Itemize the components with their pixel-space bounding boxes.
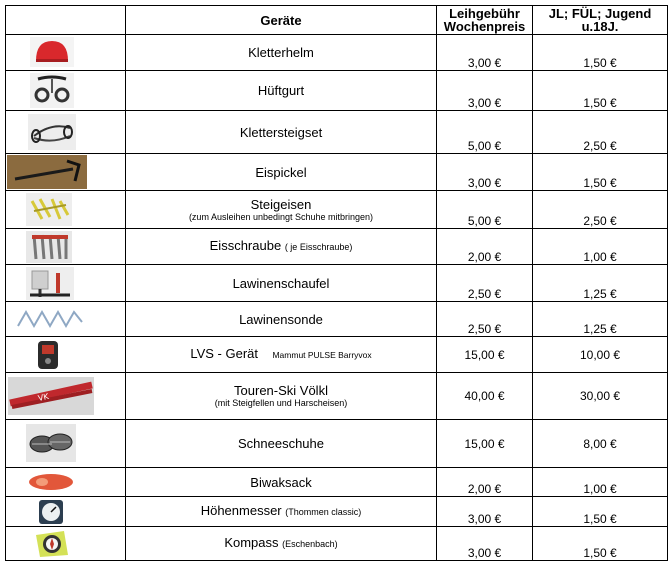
- row-weekly-fee: 15,00 €: [437, 420, 533, 468]
- row-weekly-fee: 3,00 €: [437, 35, 533, 71]
- header-image: [6, 6, 126, 35]
- climbing-helmet-icon: [30, 37, 74, 67]
- header-reduced-fee-line2: u.18J.: [581, 19, 619, 34]
- svg-text:VK: VK: [37, 391, 50, 403]
- row-name-text: Biwaksack: [250, 474, 312, 490]
- header-weekly-fee-line2: Wochenpreis: [443, 19, 526, 34]
- compass-icon: [34, 529, 70, 559]
- row-weekly-fee: 5,00 €: [437, 111, 533, 154]
- row-name-text: Schneeschuhe: [237, 436, 324, 451]
- table-header-row: [6, 6, 668, 35]
- header-reduced-fee-line1: JL; FÜL; Jugend: [548, 6, 652, 21]
- header-weekly-fee: [437, 6, 533, 35]
- row-name-note: ( je Eisschraube): [284, 242, 353, 252]
- header-weekly-fee-line1: Leihgebühr: [449, 6, 520, 21]
- row-weekly-fee: 3,00 €: [437, 527, 533, 561]
- row-name-text: Höhenmesser: [200, 503, 282, 518]
- row-name-text: Lawinenschaufel: [232, 275, 330, 291]
- row-reduced-fee: 1,50 €: [533, 35, 668, 71]
- row-name-text: LVS - Gerät: [190, 346, 259, 361]
- row-weekly-fee: 3,00 €: [437, 154, 533, 191]
- avalanche-transceiver-icon: [36, 340, 60, 370]
- row-reduced-fee: 1,50 €: [533, 497, 668, 527]
- row-name: [126, 337, 437, 373]
- row-name: [126, 468, 437, 497]
- row-name-note: (mit Steigfellen und Harscheisen): [214, 398, 348, 408]
- table-row: [6, 71, 668, 111]
- row-weekly-fee: 3,00 €: [437, 71, 533, 111]
- row-weekly-fee: 2,00 €: [437, 229, 533, 265]
- row-name-text: Eispickel: [255, 164, 307, 180]
- row-name-text: Hüftgurt: [257, 83, 305, 98]
- row-name: [126, 420, 437, 468]
- row-name-text: Klettersteigset: [239, 124, 323, 140]
- row-reduced-fee: 10,00 €: [533, 337, 668, 373]
- climbing-harness-icon: [30, 73, 74, 108]
- row-image: [6, 154, 126, 191]
- bivouac-sack-icon: [28, 472, 74, 492]
- row-image: [6, 265, 126, 302]
- row-image: [6, 420, 126, 468]
- row-reduced-fee: 30,00 €: [533, 373, 668, 420]
- table-row: [6, 527, 668, 561]
- header-equipment: Geräte: [126, 6, 437, 35]
- snowshoes-icon: [26, 424, 76, 462]
- row-reduced-fee: 8,00 €: [533, 420, 668, 468]
- row-name-text: Kompass: [224, 535, 279, 550]
- row-name-text: Lawinensonde: [239, 311, 323, 327]
- row-image: [6, 35, 126, 71]
- table-row: [6, 229, 668, 265]
- row-weekly-fee: 15,00 €: [437, 337, 533, 373]
- touring-ski-icon: [8, 377, 94, 415]
- row-reduced-fee: 2,50 €: [533, 191, 668, 229]
- row-weekly-fee: 5,00 €: [437, 191, 533, 229]
- ice-screw-icon: [26, 231, 72, 263]
- row-weekly-fee: 2,50 €: [437, 302, 533, 337]
- row-name: [126, 154, 437, 191]
- avalanche-probe-icon: [16, 308, 88, 330]
- row-image: [6, 111, 126, 154]
- row-name: [126, 229, 437, 265]
- row-image: [6, 497, 126, 527]
- header-reduced-fee: [533, 6, 668, 35]
- table-row: [6, 35, 668, 71]
- row-name-note: (Eschenbach): [282, 539, 338, 549]
- row-image: [6, 302, 126, 337]
- row-reduced-fee: 2,50 €: [533, 111, 668, 154]
- row-image: [6, 71, 126, 111]
- table-row: [6, 191, 668, 229]
- row-name: [126, 302, 437, 337]
- row-name: [126, 265, 437, 302]
- row-name-note: (Thommen classic): [285, 507, 362, 517]
- row-image: [6, 337, 126, 373]
- row-image: [6, 468, 126, 497]
- row-reduced-fee: 1,00 €: [533, 229, 668, 265]
- row-name: [126, 35, 437, 71]
- row-name-text: Eisschraube: [209, 238, 282, 253]
- table-row: [6, 337, 668, 373]
- table-row: [6, 265, 668, 302]
- row-name: [126, 191, 437, 229]
- row-name: [126, 111, 437, 154]
- row-name-text: Touren-Ski Völkl: [234, 383, 328, 398]
- table-row: [6, 497, 668, 527]
- table-row: [6, 373, 668, 420]
- row-reduced-fee: 1,00 €: [533, 468, 668, 497]
- table-row: [6, 111, 668, 154]
- row-reduced-fee: 1,25 €: [533, 265, 668, 302]
- avalanche-shovel-icon: [26, 267, 74, 300]
- row-weekly-fee: 2,50 €: [437, 265, 533, 302]
- row-reduced-fee: 1,25 €: [533, 302, 668, 337]
- row-name-text: Kletterhelm: [248, 45, 314, 60]
- via-ferrata-set-icon: [28, 114, 76, 150]
- row-name: [126, 71, 437, 111]
- altimeter-icon: [38, 499, 64, 525]
- rental-price-table: [5, 5, 668, 561]
- row-name-text: Steigeisen: [250, 196, 312, 212]
- row-weekly-fee: 40,00 €: [437, 373, 533, 420]
- row-reduced-fee: 1,50 €: [533, 154, 668, 191]
- row-image: [6, 527, 126, 561]
- table-row: [6, 420, 668, 468]
- row-image: [6, 229, 126, 265]
- row-image: [6, 191, 126, 229]
- ice-axe-icon: [7, 155, 87, 189]
- table-row: [6, 302, 668, 337]
- row-image: [6, 373, 126, 420]
- row-reduced-fee: 1,50 €: [533, 71, 668, 111]
- row-name: [126, 497, 437, 527]
- row-name: [126, 527, 437, 561]
- table-row: [6, 468, 668, 497]
- table-row: [6, 154, 668, 191]
- row-weekly-fee: 2,00 €: [437, 468, 533, 497]
- crampons-icon: [26, 193, 72, 226]
- row-name-note: Mammut PULSE Barryvox: [272, 350, 372, 360]
- row-weekly-fee: 3,00 €: [437, 497, 533, 527]
- row-reduced-fee: 1,50 €: [533, 527, 668, 561]
- row-name-note: (zum Ausleihen unbedingt Schuhe mitbringen): [188, 211, 374, 222]
- row-name: [126, 373, 437, 420]
